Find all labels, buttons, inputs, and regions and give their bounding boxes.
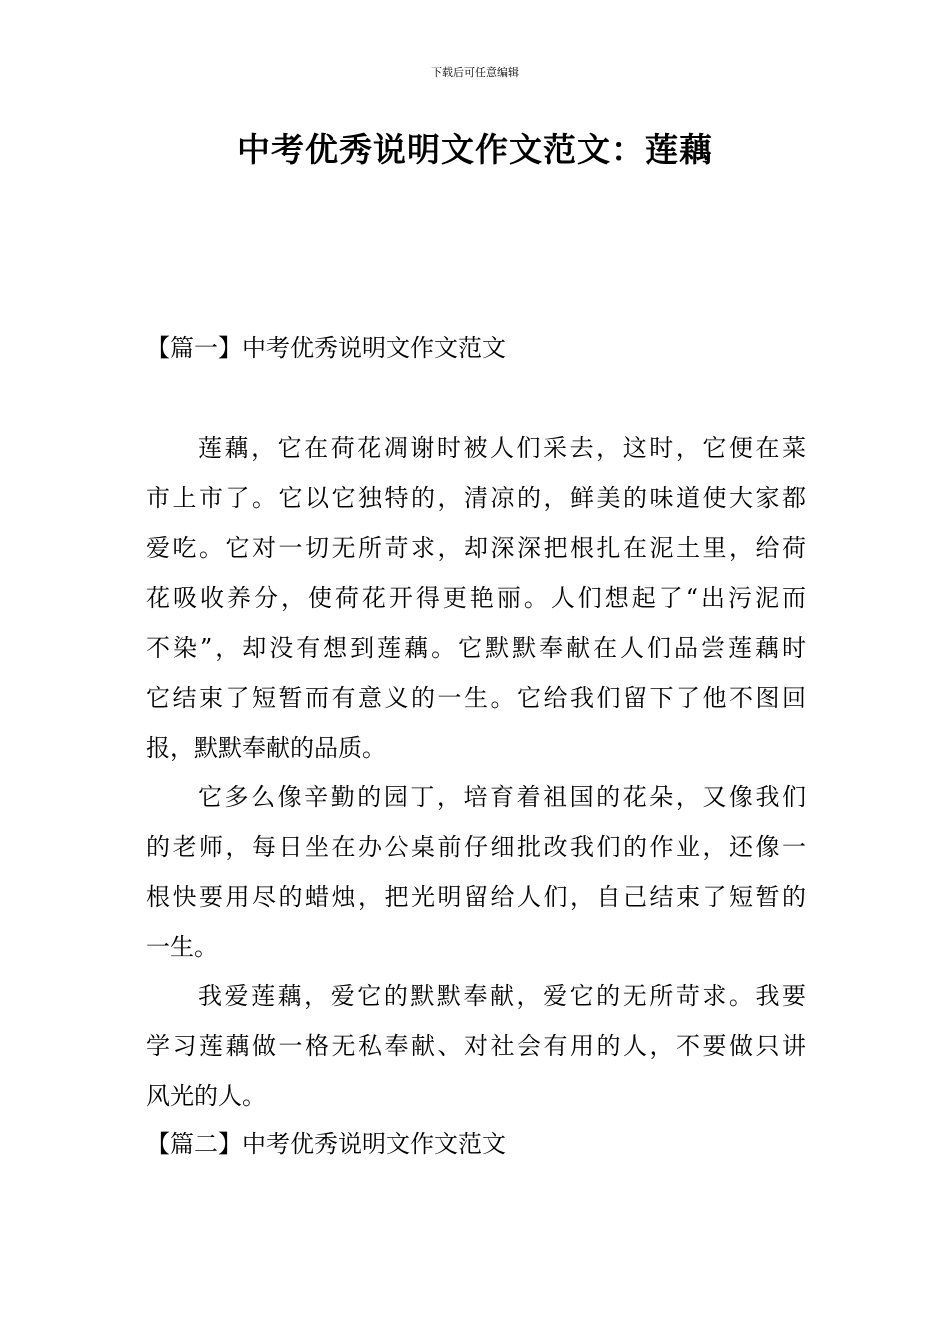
paragraph-line: 根快要用尽的蜡烛，把光明留给人们，自己结束了短暂的 xyxy=(146,883,806,911)
paragraph-line: 莲藕，它在荷花凋谢时被人们采去，这时，它便在菜 xyxy=(198,434,806,462)
paragraph-2 xyxy=(146,772,806,972)
paragraph-line: 风光的人。 xyxy=(146,1082,266,1110)
paragraph-line: 市上市了。它以它独特的，清凉的，鲜美的味道使大家都 xyxy=(146,484,806,512)
paragraph-line: 爱吃。它对一切无所苛求，却深深把根扎在泥土里，给荷 xyxy=(146,534,806,562)
paragraph-line: 花吸收养分，使荷花开得更艳丽。人们想起了“出污泥而 xyxy=(146,584,806,612)
paragraph-line: 学习莲藕做一格无私奉献、对社会有用的人，不要做只讲 xyxy=(146,1032,806,1060)
paragraph-line: 不染”，却没有想到莲藕。它默默奉献在人们品尝莲藕时 xyxy=(146,634,806,662)
page-title: 中考优秀说明文作文范文：莲藕 xyxy=(237,130,713,169)
paragraph-line: 的老师，每日坐在办公桌前仔细批改我们的作业，还像一 xyxy=(146,833,806,861)
paragraph-line: 它结束了短暂而有意义的一生。它给我们留下了他不图回 xyxy=(146,684,806,712)
paragraph-3 xyxy=(146,971,806,1121)
section-heading-2: 【篇二】中考优秀说明文作文范文 xyxy=(146,1130,506,1158)
paragraph-line: 我爱莲藕，爱它的默默奉献，爱它的无所苛求。我要 xyxy=(198,982,806,1010)
paragraph-line: 它多么像辛勤的园丁，培育着祖国的花朵，又像我们 xyxy=(198,783,806,811)
section-heading-1: 【篇一】中考优秀说明文作文范文 xyxy=(146,334,506,362)
paragraph-1 xyxy=(146,423,806,773)
paragraph-line: 一生。 xyxy=(146,933,218,961)
paragraph-line: 报，默默奉献的品质。 xyxy=(146,734,386,762)
header-note: 下载后可任意编辑 xyxy=(431,66,519,79)
